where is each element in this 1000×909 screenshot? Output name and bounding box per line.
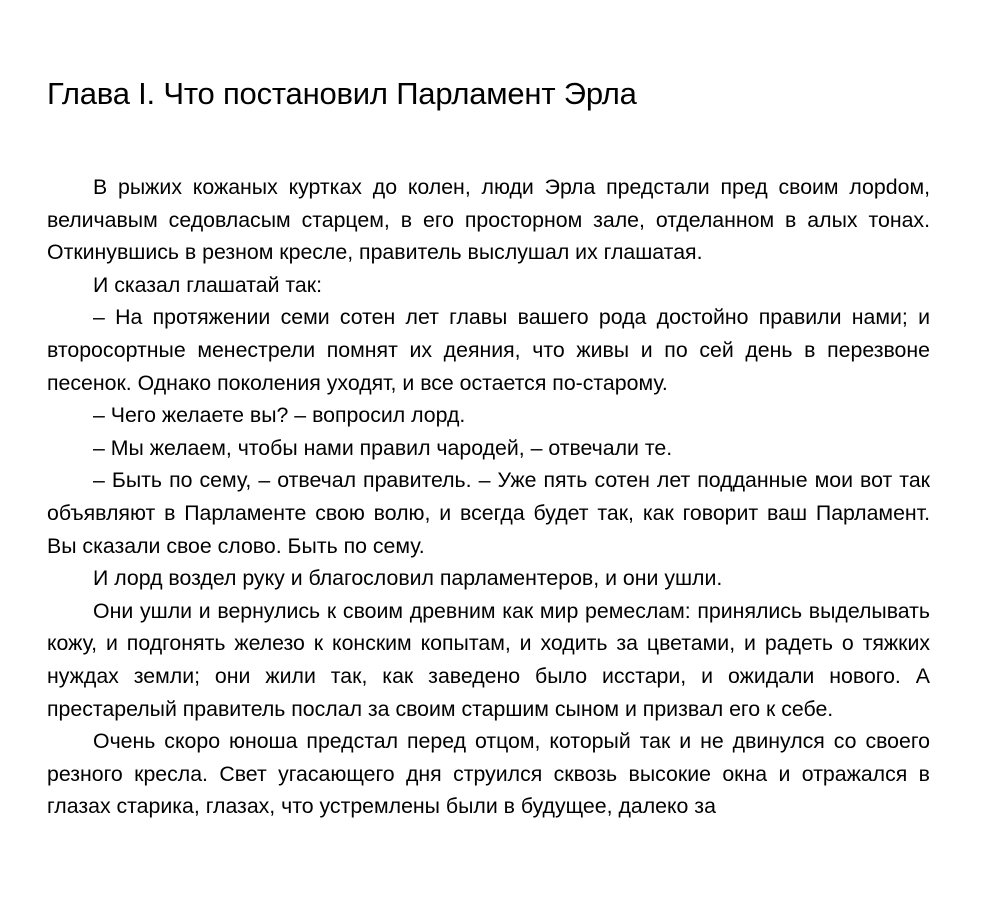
paragraph: – На протяжении семи сотен лет главы вашего рода достойно правили нами; и второсортные менестрели помнят их деяния, что живы и по сей день в перезвоне песенок. Однако поколения уходят, и все остается по-старому.: [47, 305, 930, 395]
document-page: [47, 0, 930, 823]
paragraph: Они ушли и вернулись к своим древним как мир ремеслам: принялись выделывать кожу, и подгонять железо к конским копытам, и ходить за цветами, и радеть о тяжких нуждах земли; они жили так, как заведено было исстари, и ожидали нового. А престарелый правитель послал за своим старшим сыном и призвал его к себе.: [47, 598, 930, 721]
chapter-title: Глава I. Что постановил Парламент Эрла: [47, 76, 637, 111]
paragraph: – Мы желаем, чтобы нами правил чародей, – отвечали те.: [93, 435, 673, 460]
paragraph: – Быть по сему, – отвечал правитель. – Уже пять сотен лет подданные мои вот так объявляют в Парламенте свою волю, и всегда будет так, как говорит ваш Парламент. Вы сказали свое слово. Быть по сему.: [47, 468, 930, 558]
paragraph: В рыжих кожаных куртках до колен, люди Эрла предстали пред своим лорdом, величавым седовласым старцем, в его просторном зале, отделанном в алых тонах. Откинувшись в резном кресле, правитель выслушал их глашатая.: [47, 175, 930, 265]
paragraph: И лорд воздел руку и благословил парламентеров, и они ушли.: [93, 566, 723, 591]
paragraph: Очень скоро юноша предстал перед отцом, который так и не двинулся со своего резного кресла. Свет угасающего дня струился сквозь высокие окна и отражался в глазах старика, глазах, что устремлены были в будущее, далеко за: [47, 729, 930, 819]
paragraph: – Чего желаете вы? – вопросил лорд.: [93, 403, 466, 428]
paragraph: И сказал глашатай так:: [93, 272, 323, 297]
chapter-body: [47, 171, 930, 823]
